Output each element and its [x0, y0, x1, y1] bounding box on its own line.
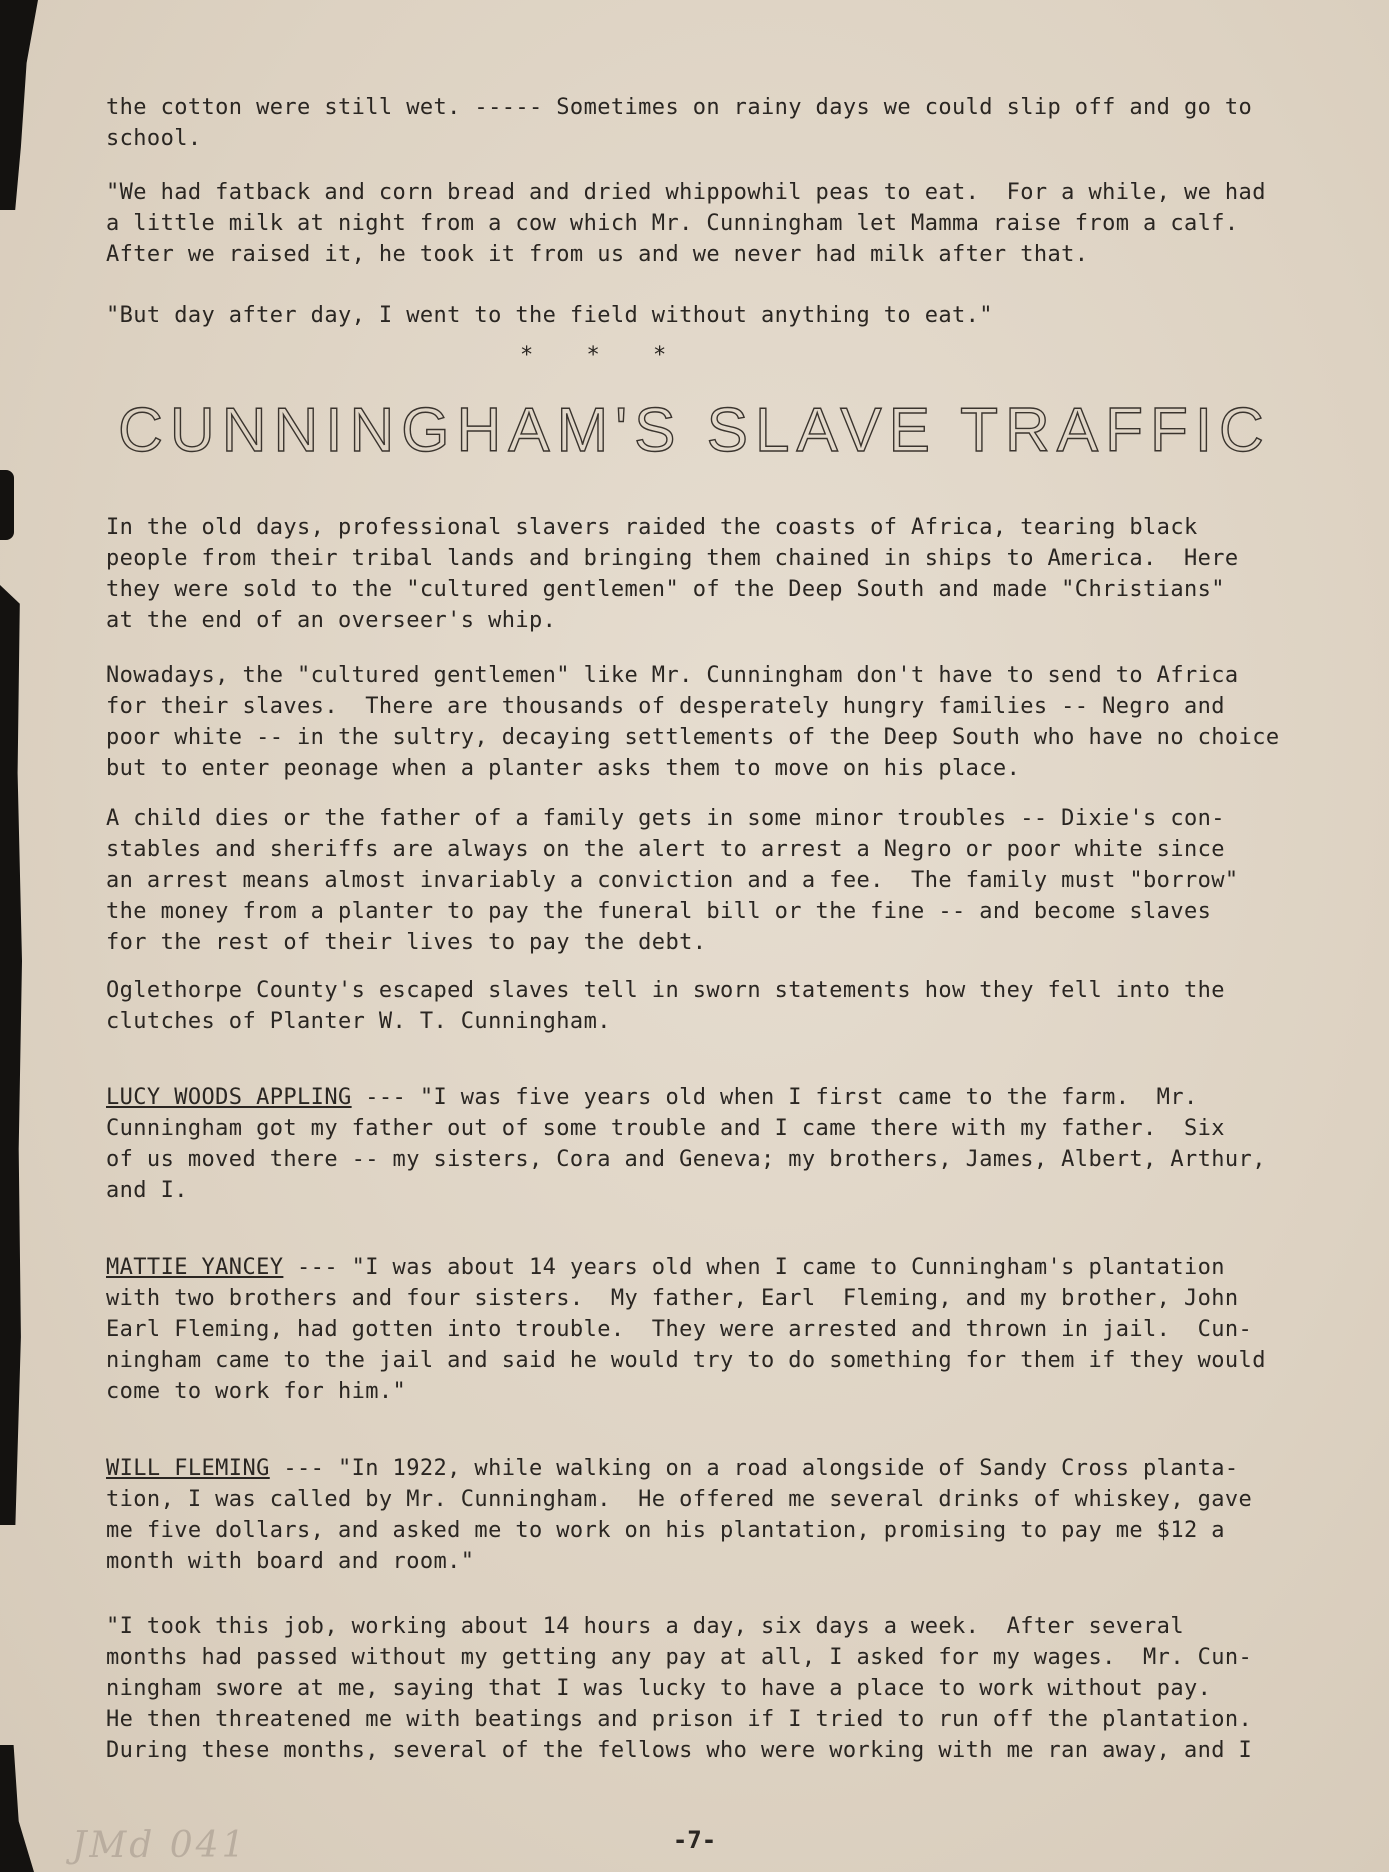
- paragraph-took-this-job: "I took this job, working about 14 hours a day, six days a week. After several months had passed without my getting any pay at all, I asked for my wages. Mr. Cun- ningham swore at me, saying that I was lucky to have a place to work without pay. He then threatened me with beatings and prison if I tried to run off the plantation. During these months, several of the fellows who were working with me ran away, and I: [106, 1614, 1253, 1763]
- paragraph-food: "We had fatback and corn bread and dried whippowhil peas to eat. For a while, we had a little milk at night from a cow which Mr. Cunningham let Mamma raise from a calf. After we raised it, he took it from us and we never had milk after that.: [106, 180, 1266, 267]
- torn-edge-long: [0, 585, 22, 1525]
- testimony-mattie-yancey: [106, 1252, 1361, 1407]
- testimony-lucy-woods-appling: [106, 1082, 1361, 1206]
- torn-edge-top: [0, 0, 38, 210]
- paragraph-old-days: In the old days, professional slavers raided the coasts of Africa, tearing black people from their tribal lands and bringing them chained in ships to America. Here they were sold to the "cultured gentlemen" of the Deep South and made "Christians" at the end of an overseer's whip.: [106, 515, 1239, 633]
- testimony-will-fleming: [106, 1453, 1361, 1577]
- testimony-name: LUCY WOODS APPLING: [106, 1085, 352, 1110]
- testimony-name: MATTIE YANCEY: [106, 1255, 284, 1280]
- section-separator-stars: * * *: [520, 343, 667, 368]
- torn-edge-mid: [0, 470, 14, 540]
- testimony-text: --- "In 1922, while walking on a road alongside of Sandy Cross planta- tion, I was called by Mr. Cunningham. He offered me several drinks of whiskey, gave me five dollars, and asked me to work on his plantation, promising to pay me $12 a month with board and room.": [106, 1456, 1253, 1574]
- testimony-name: WILL FLEMING: [106, 1456, 270, 1481]
- paragraph-cotton: the cotton were still wet. ----- Sometimes on rainy days we could slip off and go to school.: [106, 95, 1253, 151]
- paragraph-child-dies: A child dies or the father of a family gets in some minor troubles -- Dixie's con- stables and sheriffs are always on the alert to arrest a Negro or poor white since an arrest means almost invariably a conviction and a fee. The family must "borrow" the money from a planter to pay the funeral bill or the fine -- and become slaves for the rest of their lives to pay the debt.: [106, 806, 1239, 955]
- handwritten-note: JMd 041: [72, 1825, 248, 1866]
- testimony-text: --- "I was about 14 years old when I came to Cunningham's plantation with two brothers and four sisters. My father, Earl Fleming, and my brother, John Earl Fleming, had gotten into trouble. They were arrested and thrown in jail. Cun- ningham came to the jail and said he would try to do something for them if they would come to work for him.": [106, 1255, 1266, 1404]
- testimony-text: --- "I was five years old when I first came to the farm. Mr. Cunningham got my father out of some trouble and I came there with my father. Six of us moved there -- my sisters, Cora and Geneva; my brothers, James, Albert, Arthur, and I.: [106, 1085, 1266, 1203]
- paragraph-nowadays: Nowadays, the "cultured gentlemen" like Mr. Cunningham don't have to send to Africa for their slaves. There are thousands of desperately hungry families -- Negro and poor white -- in the sultry, decaying settlements of the Deep South who have no choice but to enter peonage when a planter asks them to move on his place.: [106, 663, 1280, 781]
- paragraph-oglethorpe: Oglethorpe County's escaped slaves tell in sworn statements how they fell into the clutches of Planter W. T. Cunningham.: [106, 978, 1225, 1034]
- paragraph-day-after-day: "But day after day, I went to the field without anything to eat.": [106, 303, 993, 328]
- section-heading: CUNNINGHAM'S SLAVE TRAFFIC: [118, 396, 1271, 465]
- page-number: -7-: [672, 1826, 717, 1854]
